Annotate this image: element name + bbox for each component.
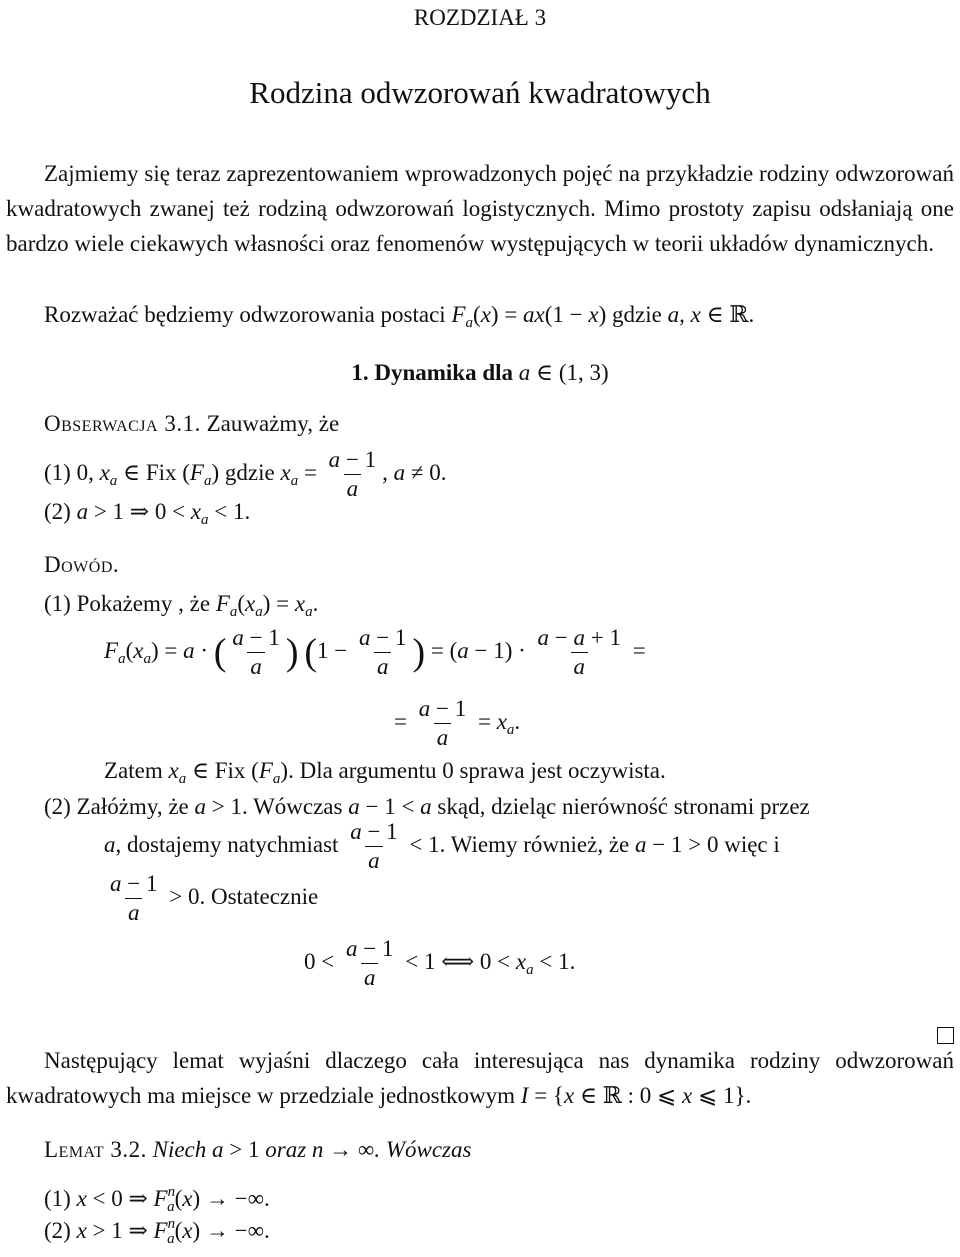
lemma-heading: Lemat 3.2. Niech a > 1 oraz n → ∞. Wówczas — [44, 1137, 472, 1162]
proof-equation-2: = $\frac{a - 1}{a}$ = $x_a$. — [394, 696, 521, 750]
observation-heading: Obserwacja 3.1. Zauważmy, że — [44, 411, 340, 436]
proof-label: Dowód. — [44, 552, 120, 577]
intro-paragraph: Zajmiemy się teraz zaprezentowaniem wprowadzonych pojęć na przykładzie rodziny odwzorowań kwadratowych zwanej też rodziną odwzorowań logistycznych. Mimo prostoty zapisu odsłaniają one bardzo wiele ciekawych własności oraz fenomenów występujących w teorii układów dynamicznych. — [6, 161, 954, 256]
proof-part-2-line-2: a, dostajemy natychmiast $\frac{a - 1}{a}$ < 1. Wiemy również, że a − 1 > 0 więc i — [104, 819, 780, 873]
proof-conclusion-1: Zatem $x_a$ ∈ Fix $(F_a)$. Dla argumentu 0 sprawa jest oczywista. — [104, 758, 666, 787]
proof-part-2: (2) Załóżmy, że a > 1. Wówczas a − 1 < a skąd, dzieląc nierówność stronami przez — [44, 794, 810, 819]
lemma-item-2: (2) x > 1 ⇒ $F^n_a(x)$ → −∞. — [44, 1216, 270, 1247]
proof-part-1: (1) Pokażemy , że $F_a(x_a) = x_a$. — [44, 591, 319, 620]
proof-equation-1: $F_a(x_a) = a$ · ( $\frac{a - 1}{a}$ ) (1 − $\frac{a - 1}{a}$ ) = (a − 1) · $\frac{a - a + 1}{a}$ = — [104, 625, 646, 679]
chapter-title: Rodzina odwzorowań kwadratowych — [249, 75, 711, 110]
observation-item-2: (2) a > 1 ⇒ $0 < x_a < 1$. — [44, 499, 251, 528]
section-heading: 1. Dynamika dla a ∈ (1, 3) — [351, 360, 609, 385]
intro-definition: Rozważać będziemy odwzorowania postaci $F_a(x) = ax(1 - x)$ gdzie a, x ∈ ℝ. — [44, 302, 755, 331]
observation-item-1: (1) 0, $x_a$ ∈ Fix $(F_a)$ gdzie $x_a$ = $\frac{a - 1}{a}$ , a ≠ 0. — [44, 447, 447, 501]
proof-part-2-line-3: $\frac{a - 1}{a}$ > 0. Ostatecznie — [110, 871, 319, 925]
lemma-intro-paragraph: Następujący lemat wyjaśni dlaczego cała interesująca nas dynamika rodziny odwzorowań kwadratowych ma miejsce w przedziale jednostkowym I = {x ∈ ℝ : 0 ⩽ x ⩽ 1}. — [6, 1048, 954, 1108]
lemma-item-1: (1) x < 0 ⇒ $F^n_a(x)$ → −∞. — [44, 1184, 270, 1215]
proof-final-inequality: 0 < $\frac{a - 1}{a}$ < 1 ⟺ $0 < x_a < 1$. — [304, 936, 576, 990]
qed-square-icon — [937, 1027, 954, 1044]
chapter-label: ROZDZIAŁ 3 — [413, 5, 547, 30]
